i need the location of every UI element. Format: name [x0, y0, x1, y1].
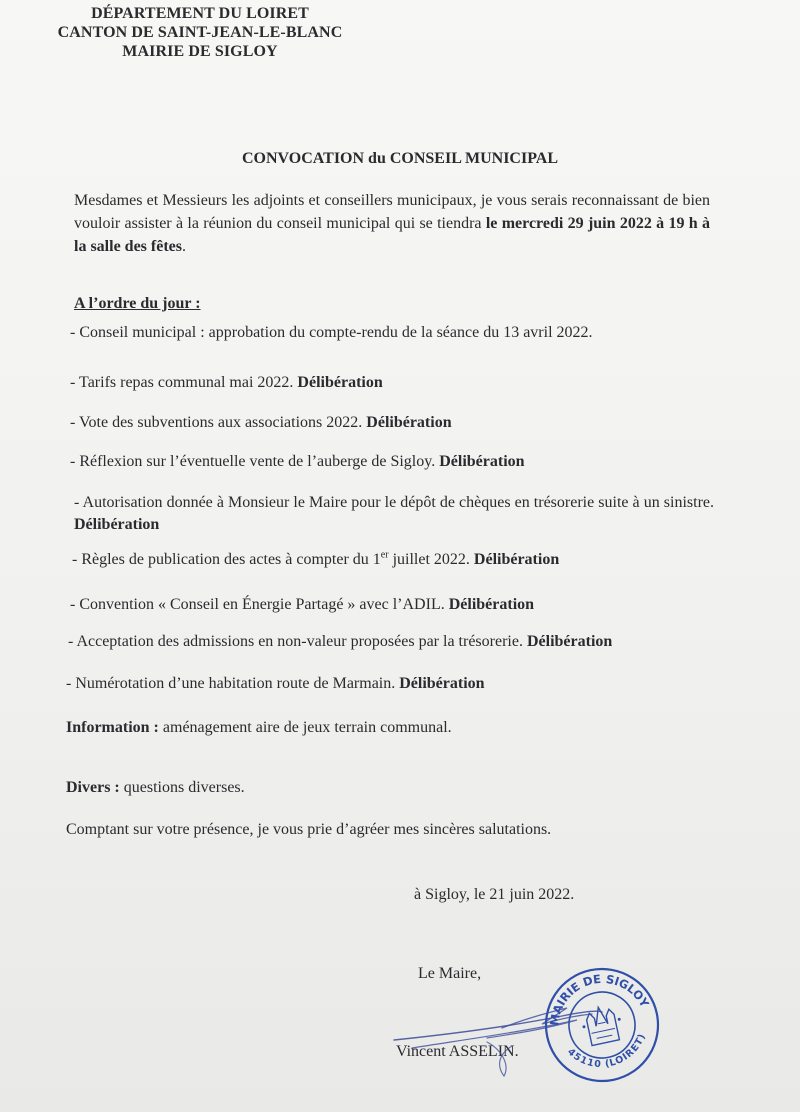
- agenda-item-text: - Conseil municipal : approbation du compte-rendu de la séance du 13 avril 2022.: [70, 324, 593, 341]
- stamp-top-text: MAIRIE DE SIGLOY: [547, 971, 652, 1027]
- closing-sentence: Comptant sur votre présence, je vous prie d’agréer mes sincères salutations.: [66, 821, 552, 838]
- agenda-heading: A l’ordre du jour :: [74, 295, 201, 312]
- deliberation-tag: Délibération: [439, 453, 525, 470]
- agenda-item-text: - Vote des subventions aux associations 2022.: [70, 414, 367, 431]
- intro-paragraph: [74, 189, 710, 258]
- agenda-item-text: - Réflexion sur l’éventuelle vente de l’auberge de Sigloy.: [70, 453, 440, 470]
- official-stamp: [540, 965, 664, 1085]
- deliberation-tag: Délibération: [297, 374, 383, 391]
- deliberation-tag: Délibération: [399, 675, 485, 692]
- document-title: [0, 150, 800, 168]
- deliberation-tag: Délibération: [74, 516, 160, 533]
- agenda-item-9: [66, 673, 711, 695]
- letterhead: [40, 4, 360, 61]
- divers-text: questions diverses.: [119, 779, 245, 796]
- agenda-item-6: [72, 549, 717, 571]
- intro-end: .: [181, 238, 186, 255]
- information-line: [66, 719, 452, 737]
- agenda-item-2: [70, 372, 715, 394]
- stamp-emblem: [579, 1003, 625, 1046]
- title-connector: du: [364, 150, 390, 167]
- signatory-name: Vincent ASSELIN.: [396, 1043, 519, 1060]
- agenda-item-text: - Acceptation des admissions en non-valeur proposées par la trésorerie.: [68, 633, 527, 650]
- meeting-date: le mercredi 29 juin 2022 à 19 h à la salle des fêtes: [74, 215, 711, 255]
- ordinal-suffix: er: [380, 549, 389, 561]
- agenda-item-4: [70, 451, 715, 473]
- agenda-item-text: - Règles de publication des actes à compter du 1: [72, 551, 381, 568]
- agenda-item-text: - Convention « Conseil en Énergie Partagé » avec l’ADIL.: [70, 596, 449, 613]
- agenda-item-8: [68, 631, 713, 653]
- stamp-bottom-text: 45110 (LOIRET): [565, 1032, 648, 1071]
- intro-text: Mesdames et Messieurs les adjoints et conseillers municipaux, je vous serais reconnaissant de bien vouloir assister à la réunion du conseil municipal qui se tiendra: [74, 192, 710, 232]
- place-and-date: à Sigloy, le 21 juin 2022.: [414, 886, 575, 903]
- letterhead-mairie: MAIRIE DE SIGLOY: [122, 43, 278, 60]
- information-label: Information :: [66, 719, 159, 736]
- deliberation-tag: Délibération: [473, 551, 560, 568]
- agenda-item-7: [70, 594, 715, 616]
- agenda-item-text: - Tarifs repas communal mai 2022.: [70, 374, 298, 391]
- title-conseil: CONSEIL MUNICIPAL: [389, 150, 559, 167]
- letterhead-department: DÉPARTEMENT DU LOIRET: [91, 5, 309, 22]
- letterhead-canton: CANTON DE SAINT-JEAN-LE-BLANC: [57, 24, 343, 41]
- title-convocation: CONVOCATION: [241, 150, 365, 167]
- agenda-item-1: [70, 322, 715, 344]
- divers-line: [66, 779, 245, 797]
- information-text: aménagement aire de jeux terrain communal.: [158, 719, 452, 736]
- deliberation-tag: Délibération: [526, 633, 613, 650]
- divers-label: Divers :: [66, 779, 120, 796]
- agenda-item-3: [70, 412, 715, 434]
- agenda-item-text: - Numérotation d’une habitation route de Marmain.: [66, 675, 400, 692]
- agenda-item-5: [74, 492, 714, 536]
- agenda-item-text-cont: juillet 2022.: [388, 551, 474, 568]
- agenda-item-text: - Autorisation donnée à Monsieur le Maire pour le dépôt de chèques en trésorerie suite à un sinistre.: [74, 494, 714, 511]
- deliberation-tag: Délibération: [366, 414, 452, 431]
- signatory-role: Le Maire,: [418, 965, 482, 982]
- deliberation-tag: Délibération: [448, 596, 535, 613]
